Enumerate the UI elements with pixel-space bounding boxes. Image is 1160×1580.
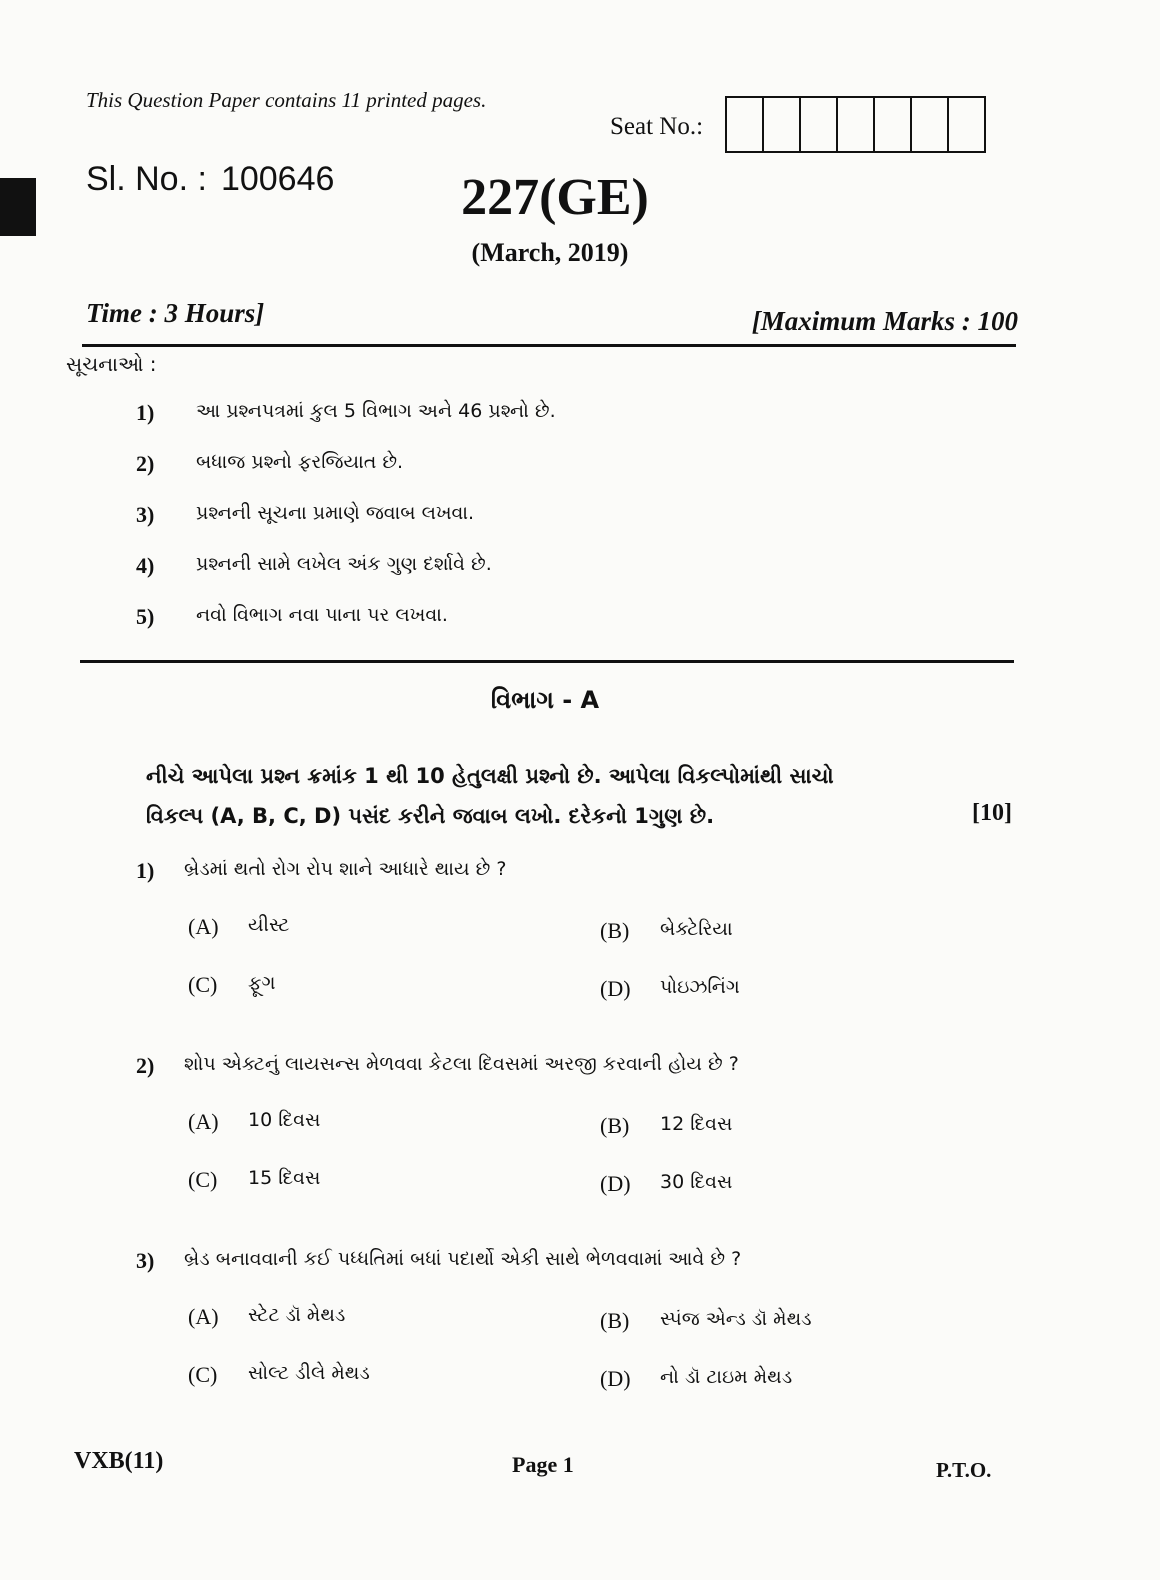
page-number: Page 1 [512, 1452, 574, 1477]
section-directions [146, 756, 916, 836]
instructions-list [136, 400, 1016, 655]
instruction-text: પ્રશ્નની સામે લખેલ અંક ગુણ દર્શાવે છે. [196, 553, 492, 575]
option-text: ફૂગ [248, 972, 276, 994]
seat-box [947, 96, 986, 153]
instruction-text: બધાજ પ્રશ્નો ફરજિયાત છે. [196, 451, 404, 473]
option-label: (C) [188, 972, 218, 997]
page-count-note: This Question Paper contains 11 printed pages. [86, 88, 487, 112]
section-title: વિભાગ - A [490, 686, 600, 714]
option-b [600, 918, 733, 944]
option-d [600, 1171, 732, 1197]
instruction-number: 1) [136, 400, 155, 425]
option-text: સોલ્ટ ડીલે મેથડ [248, 1362, 370, 1384]
instruction-text: પ્રશ્નની સૂચના પ્રમાણે જવાબ લખવા. [196, 502, 475, 524]
option-label: (B) [600, 918, 630, 943]
option-text: 12 દિવસ [660, 1113, 733, 1135]
seat-box [873, 96, 912, 153]
option-label: (D) [600, 1171, 631, 1196]
instructions-title: સૂચનાઓ : [66, 352, 157, 376]
section-marks: [10] [972, 800, 1012, 826]
option-label: (D) [600, 1366, 631, 1391]
option-a [188, 914, 289, 940]
option-label: (A) [188, 1304, 219, 1329]
instruction-item [136, 502, 1016, 553]
question-3 [136, 1248, 1036, 1422]
serial-number-label: Sl. No. : [86, 160, 207, 198]
question-options [188, 1109, 1036, 1227]
option-label: (B) [600, 1113, 630, 1138]
option-label: (A) [188, 1109, 219, 1134]
maximum-marks: [Maximum Marks : 100 [751, 306, 1018, 336]
option-d [600, 1366, 792, 1392]
please-turn-over: P.T.O. [936, 1458, 992, 1482]
instruction-number: 5) [136, 604, 155, 629]
question-stem [136, 1053, 1036, 1079]
option-b [600, 1113, 732, 1139]
option-label: (D) [600, 976, 631, 1001]
seat-box [799, 96, 838, 153]
instruction-number: 2) [136, 451, 155, 476]
question-number: 3) [136, 1248, 155, 1273]
option-text: 30 દિવસ [660, 1171, 733, 1193]
seat-box [762, 96, 801, 153]
instruction-item [136, 400, 1016, 451]
instruction-text: નવો વિભાગ નવા પાના પર લખવા. [196, 604, 448, 626]
question-1 [136, 858, 1036, 1032]
instructions-divider [80, 660, 1014, 663]
serial-number [86, 160, 334, 199]
option-label: (A) [188, 914, 219, 939]
option-a [188, 1109, 320, 1135]
seat-box [725, 96, 764, 153]
option-text: પોઇઝનિંગ [660, 976, 740, 998]
option-b [600, 1308, 812, 1334]
option-text: સ્પંજ એન્ડ ડૉ મેથડ [660, 1308, 812, 1330]
option-text: યીસ્ટ [248, 914, 290, 936]
option-label: (C) [188, 1362, 218, 1387]
exam-date: (March, 2019) [471, 238, 629, 267]
serial-number-value: 100646 [220, 160, 335, 198]
directions-line-2: વિકલ્પ (A, B, C, D) પસંદ કરીને જવાબ લખો. દરેકનો 1ગુણ છે. [146, 804, 715, 828]
instruction-number: 4) [136, 553, 155, 578]
question-options [188, 1304, 1036, 1422]
instruction-text: આ પ્રશ્નપત્રમાં કુલ 5 વિભાગ અને 46 પ્રશ્નો છે. [196, 400, 556, 422]
question-text: બ્રેડમાં થતો રોગ રોપ શાને આધારે થાય છે ? [184, 858, 507, 880]
question-text: શોપ એક્ટનું લાયસન્સ મેળવવા કેટલા દિવસમાં અરજી કરવાની હોય છે ? [184, 1053, 739, 1075]
question-number: 1) [136, 858, 155, 883]
seat-number-label: Seat No.: [610, 113, 704, 140]
seat-box [910, 96, 949, 153]
question-2 [136, 1053, 1036, 1227]
option-text: બેક્ટેરિયા [660, 918, 733, 940]
paper-code: 227(GE) [461, 169, 649, 226]
option-text: સ્ટેટ ડૉ મેથડ [248, 1304, 346, 1326]
question-stem [136, 1248, 1036, 1274]
option-c [188, 1362, 370, 1388]
question-stem [136, 858, 1036, 884]
instruction-number: 3) [136, 502, 155, 527]
option-a [188, 1304, 345, 1330]
option-label: (C) [188, 1167, 218, 1192]
option-label: (B) [600, 1308, 630, 1333]
directions-line-1: નીચે આપેલા પ્રશ્ન ક્રમાંક 1 થી 10 હેતુલક્ષી પ્રશ્નો છે. આપેલા વિકલ્પોમાંથી સાચો [146, 764, 834, 788]
instruction-item [136, 451, 1016, 502]
option-c [188, 972, 275, 998]
footer-code: VXB(11) [74, 1448, 164, 1474]
instruction-item [136, 604, 1016, 655]
instruction-item [136, 553, 1016, 604]
seat-number-boxes [727, 96, 986, 153]
time-allowed: Time : 3 Hours] [86, 298, 265, 328]
question-text: બ્રેડ બનાવવાની કઈ પધ્ધતિમાં બધાં પદાર્થો એકી સાથે ભેળવવામાં આવે છે ? [184, 1248, 742, 1270]
question-options [188, 914, 1036, 1032]
seat-box [836, 96, 875, 153]
option-text: 15 દિવસ [248, 1167, 321, 1189]
option-c [188, 1167, 320, 1193]
binding-mark [0, 178, 36, 236]
option-d [600, 976, 740, 1002]
question-number: 2) [136, 1053, 155, 1078]
header-divider [82, 344, 1016, 347]
option-text: નો ડૉ ટાઇમ મેથડ [660, 1366, 793, 1388]
option-text: 10 દિવસ [248, 1109, 321, 1131]
